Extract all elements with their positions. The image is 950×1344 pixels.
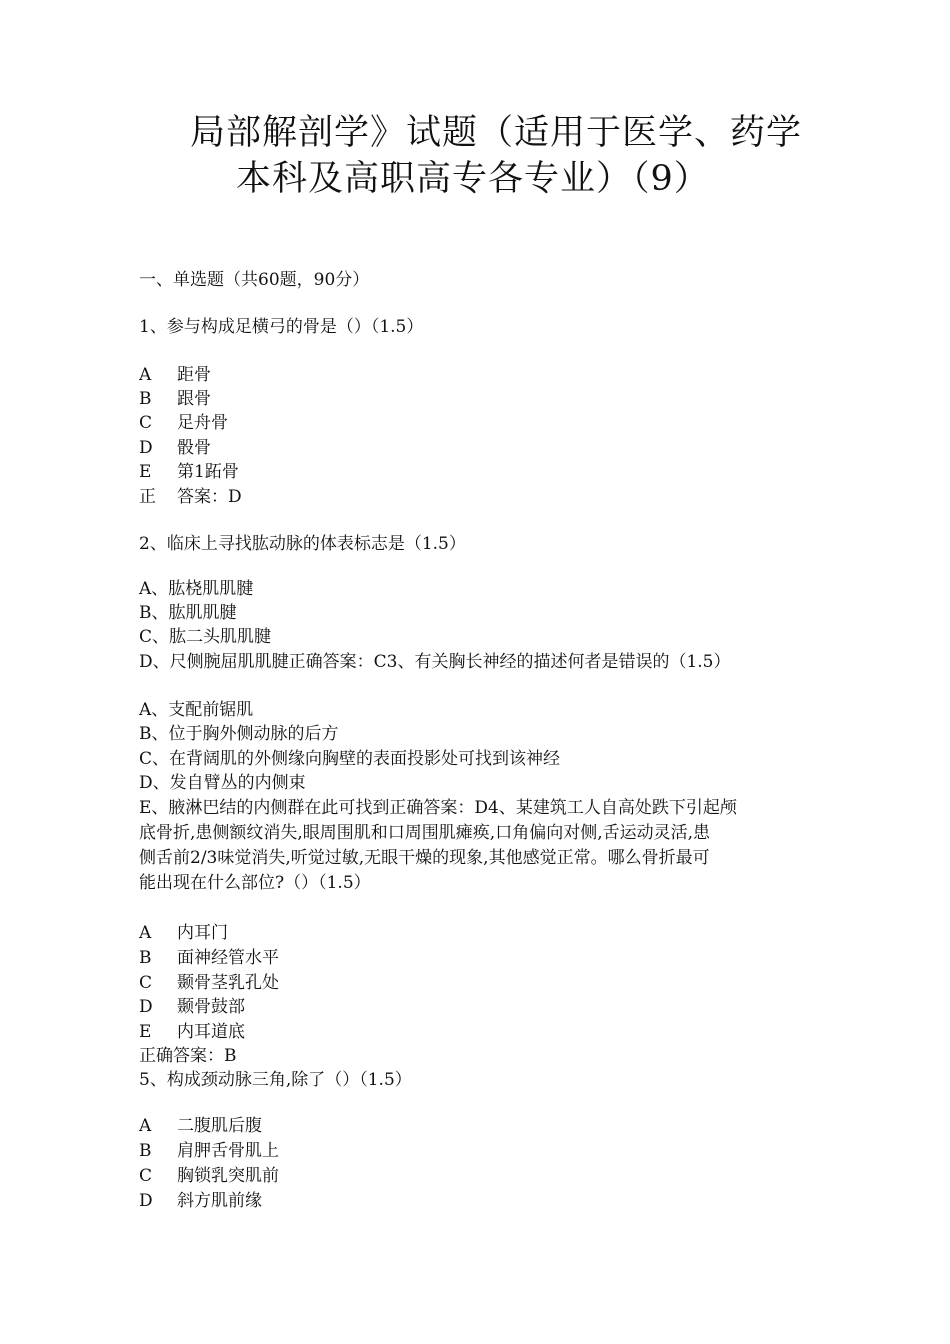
q1-answer: 正 答案：D (139, 487, 242, 507)
q4-stem-line: 侧舌前2/3味觉消失,听觉过敏,无眼干燥的现象,其他感觉正常。哪么骨折最可 (139, 848, 710, 868)
q3-option-e-answer-q4-stem: E、腋淋巴结的内侧群在此可找到正确答案：D4、某建筑工人自高处跌下引起颅 (139, 798, 737, 818)
document-title-line-2: 本科及高职高专各专业）（9） (236, 159, 710, 199)
q5-option-a: A 二腹肌后腹 (139, 1116, 262, 1136)
q2-option-c: C、肱二头肌肌腱 (139, 627, 272, 647)
q5-option-d: D 斜方肌前缘 (139, 1191, 262, 1211)
q1-option-e: E 第1跖骨 (139, 462, 239, 482)
q2-option-b: B、肱肌肌腱 (139, 603, 237, 623)
q4-option-c: C 颞骨茎乳孔处 (139, 973, 279, 993)
q1-option-b: B 跟骨 (139, 389, 211, 409)
q4-option-b: B 面神经管水平 (139, 948, 279, 968)
q4-stem-line: 底骨折,患侧额纹消失,眼周围肌和口周围肌瘫痪,口角偏向对侧,舌运动灵活,患 (139, 823, 711, 843)
q2-option-a: A、肱桡肌肌腱 (139, 579, 254, 599)
q4-option-e: E 内耳道底 (139, 1022, 245, 1042)
q1-option-d: D 骰骨 (139, 438, 211, 458)
question-5-stem: 5、构成颈动脉三角,除了（）（1.5） (139, 1070, 412, 1090)
q4-option-a: A 内耳门 (139, 923, 228, 943)
q3-option-b: B、位于胸外侧动脉的后方 (139, 724, 339, 744)
q3-option-c: C、在背阔肌的外侧缘向胸壁的表面投影处可找到该神经 (139, 749, 561, 769)
q1-option-c: C 足舟骨 (139, 413, 228, 433)
document-title-line-1: 局部解剖学》试题（适用于医学、药学 (190, 113, 803, 153)
q3-option-a: A、支配前锯肌 (139, 700, 254, 720)
q2-option-d-answer-q3-stem: D、尺侧腕屈肌肌腱正确答案：C3、有关胸长神经的描述何者是错误的（1.5） (139, 652, 731, 672)
section-heading: 一、单选题（共60题，90分） (139, 270, 370, 290)
q3-option-d: D、发自臂丛的内侧束 (139, 773, 306, 793)
question-1-stem: 1、参与构成足横弓的骨是（）（1.5） (139, 317, 424, 337)
q4-option-d: D 颞骨鼓部 (139, 997, 245, 1017)
q4-answer: 正确答案：B (139, 1046, 237, 1066)
question-2-stem: 2、临床上寻找肱动脉的体表标志是（1.5） (139, 534, 466, 554)
q4-stem-line: 能出现在什么部位?（）（1.5） (139, 873, 371, 893)
q1-option-a: A 距骨 (139, 365, 211, 385)
q5-option-b: B 肩胛舌骨肌上 (139, 1141, 279, 1161)
q5-option-c: C 胸锁乳突肌前 (139, 1166, 279, 1186)
